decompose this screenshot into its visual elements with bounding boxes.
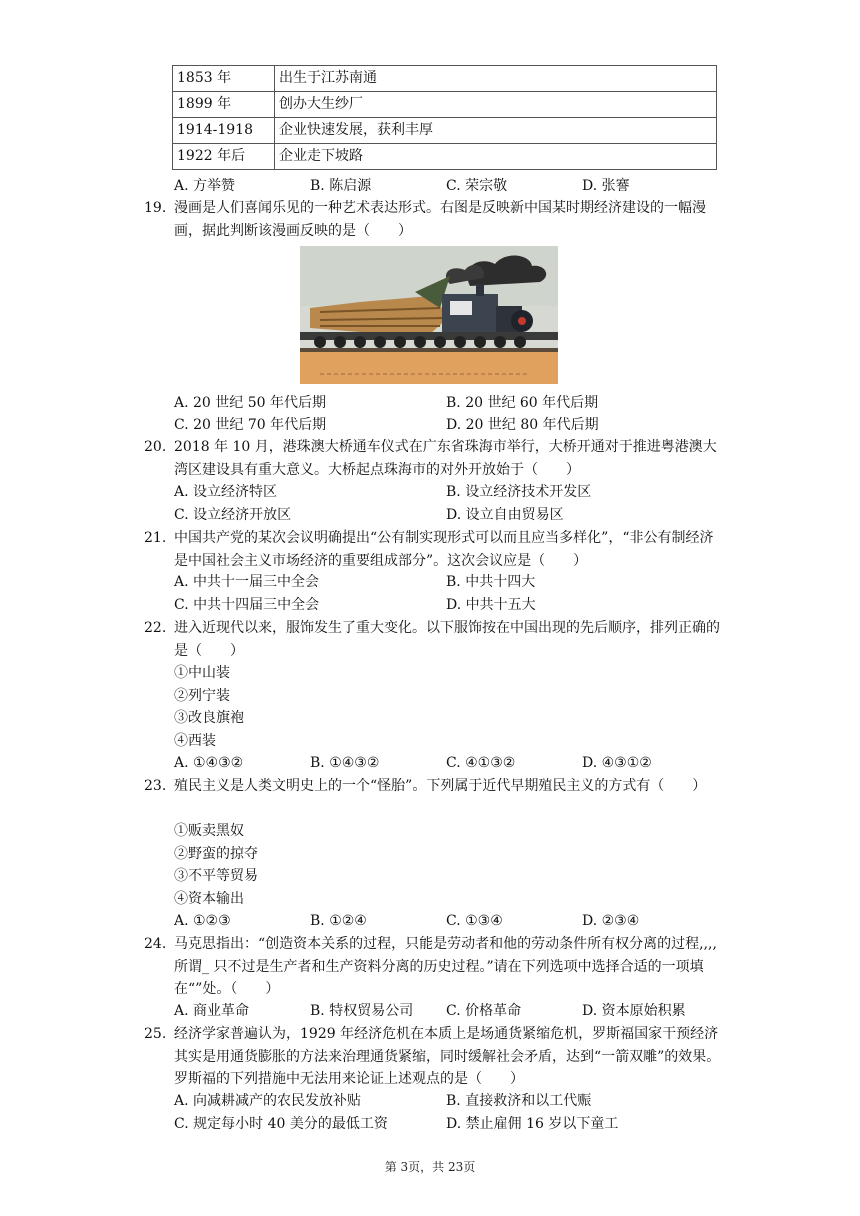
table-row — [173, 118, 717, 144]
question-number: 24. — [144, 936, 167, 952]
q21-option-d: D. 中共十五大 — [446, 597, 536, 613]
question-20 — [144, 436, 724, 481]
q23-item: ②野蛮的掠夺 — [174, 846, 258, 862]
table-row — [173, 66, 717, 92]
question-text: 中国共产党的某次会议明确提出“公有制实现形式可以而且应当多样化”，“非公有制经济是中国社会主义市场经济的重要组成部分”。这次会议应是（ ） — [174, 530, 714, 569]
q18-option-a: A. 方举赞 — [174, 178, 236, 194]
q20-option-c: C. 设立经济开放区 — [174, 507, 292, 523]
q21-option-c: C. 中共十四届三中全会 — [174, 597, 320, 613]
q25-option-d: D. 禁止雇佣 16 岁以下童工 — [446, 1116, 619, 1132]
question-number: 20. — [144, 439, 167, 455]
q23-option-b: B. ①②④ — [310, 913, 367, 929]
table-cell: 企业走下坡路 — [275, 144, 717, 170]
table-cell: 1914-1918 — [173, 118, 275, 144]
table-cell: 1853 年 — [173, 66, 275, 92]
q22-item: ②列宁装 — [174, 688, 230, 704]
question-number: 25. — [144, 1026, 167, 1042]
q22-item: ④西装 — [174, 733, 216, 749]
question-text: 进入近现代以来，服饰发生了重大变化。以下服饰按在中国出现的先后顺序，排列正确的是（ ） — [174, 620, 720, 659]
q20-option-a: A. 设立经济特区 — [174, 484, 278, 500]
table-cell: 1899 年 — [173, 92, 275, 118]
q20-option-b: B. 设立经济技术开发区 — [446, 484, 592, 500]
table-cell: 创办大生纱厂 — [275, 92, 717, 118]
q22-item: ①中山装 — [174, 665, 230, 681]
q24-option-d: D. 资本原始积累 — [582, 1003, 686, 1019]
question-text: 2018 年 10 月，港珠澳大桥通车仪式在广东省珠海市举行，大桥开通对于推进粤港澳大湾区建设具有重大意义。大桥起点珠海市的对外开放始于（ ） — [174, 439, 717, 478]
question-number: 19. — [144, 200, 167, 216]
q22-option-a: A. ①④③② — [174, 755, 244, 771]
economic-cartoon-image — [300, 246, 558, 384]
q23-option-d: D. ②③④ — [582, 913, 640, 929]
table-cell: 出生于江苏南通 — [275, 66, 717, 92]
q24-option-c: C. 价格革命 — [446, 1003, 522, 1019]
q19-option-a: A. 20 世纪 50 年代后期 — [174, 395, 326, 411]
q23-item: ①贩卖黑奴 — [174, 823, 244, 839]
q23-item: ④资本输出 — [174, 891, 244, 907]
question-number: 23. — [144, 778, 167, 794]
question-text: 漫画是人们喜闻乐见的一种艺术表达形式。右图是反映新中国某时期经济建设的一幅漫画，据此判断该漫画反映的是（ ） — [174, 200, 706, 239]
question-text: 殖民主义是人类文明史上的一个“怪胎”。下列属于近代早期殖民主义的方式有（ ） — [174, 778, 707, 794]
q22-option-c: C. ④①③② — [446, 755, 516, 771]
q23-item: ③不平等贸易 — [174, 868, 258, 884]
biography-table — [172, 65, 717, 170]
question-24 — [144, 933, 724, 1001]
table-cell: 企业快速发展，获利丰厚 — [275, 118, 717, 144]
q25-option-a: A. 向减耕减产的农民发放补贴 — [174, 1093, 362, 1109]
table-row — [173, 144, 717, 170]
q20-option-d: D. 设立自由贸易区 — [446, 507, 564, 523]
q19-option-c: C. 20 世纪 70 年代后期 — [174, 417, 327, 433]
q18-option-c: C. 荣宗敬 — [446, 178, 508, 194]
q21-option-a: A. 中共十一届三中全会 — [174, 574, 320, 590]
question-number: 21. — [144, 530, 167, 546]
q22-item: ③改良旗袍 — [174, 710, 244, 726]
q24-option-a: A. 商业革命 — [174, 1003, 250, 1019]
q19-option-d: D. 20 世纪 80 年代后期 — [446, 417, 599, 433]
question-text: 经济学家普遍认为，1929 年经济危机在本质上是场通货紧缩危机，罗斯福国家干预经济其实是用通货膨胀的方法来治理通货紧缩，同时缓解社会矛盾，达到“一箭双雕”的效果。罗斯福的下列措施中无法用来论证上述观点的是（ ） — [174, 1026, 721, 1087]
question-number: 22. — [144, 620, 167, 636]
question-22 — [144, 617, 724, 662]
q24-option-b: B. 特权贸易公司 — [310, 1003, 414, 1019]
q22-option-d: D. ④③①② — [582, 755, 652, 771]
question-23 — [144, 775, 724, 798]
q22-option-b: B. ①④③② — [310, 755, 380, 771]
q23-option-c: C. ①③④ — [446, 913, 503, 929]
q18-option-d: D. 张謇 — [582, 178, 630, 194]
question-text: 马克思指出：“创造资本关系的过程，只能是劳动者和他的劳动条件所有权分离的过程,,,,所谓_ 只不过是生产者和生产资料分离的历史过程。”请在下列选项中选择合适的一项填在“”处。（ ） — [174, 936, 717, 997]
table-cell: 1922 年后 — [173, 144, 275, 170]
page-number-footer: 第 3页，共 23页 — [384, 1160, 476, 1174]
question-19 — [144, 197, 724, 242]
train-cartoon-illustration — [300, 246, 558, 384]
q19-option-b: B. 20 世纪 60 年代后期 — [446, 395, 599, 411]
table-row — [173, 92, 717, 118]
q25-option-c: C. 规定每小时 40 美分的最低工资 — [174, 1116, 388, 1132]
q23-option-a: A. ①②③ — [174, 913, 231, 929]
question-21 — [144, 527, 724, 572]
q25-option-b: B. 直接救济和以工代赈 — [446, 1093, 592, 1109]
q18-option-b: B. 陈启源 — [310, 178, 372, 194]
q21-option-b: B. 中共十四大 — [446, 574, 536, 590]
question-25 — [144, 1023, 724, 1091]
